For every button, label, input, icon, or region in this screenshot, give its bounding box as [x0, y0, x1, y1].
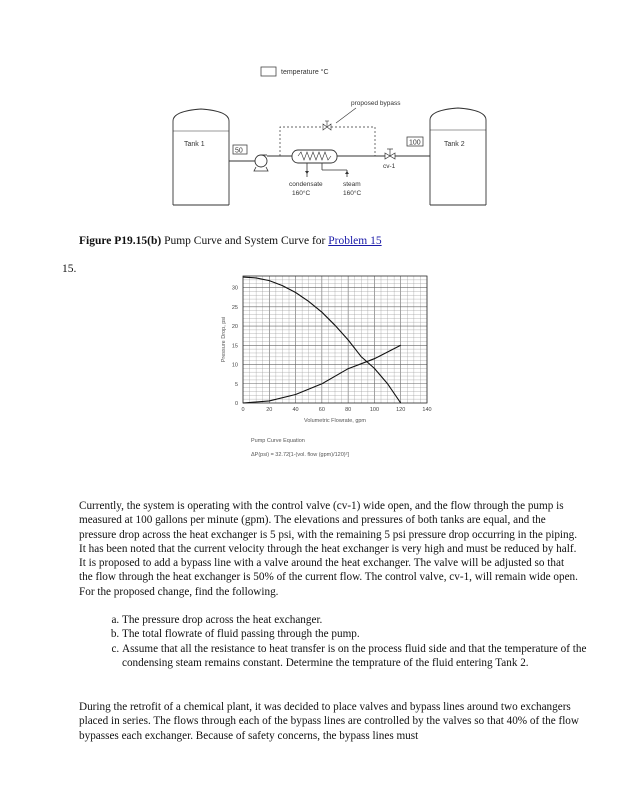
condensate-label: condensate [289, 181, 323, 188]
paragraph-2: During the retrofit of a chemical plant, it was decided to place valves and bypass lines around two exchangers placed in series. The flows through each of the bypass lines are controlled by the valves so that 40% of the flow bypasses each exchanger. Because of safety concerns, the bypass lines must [79, 701, 579, 742]
question-items [100, 613, 607, 670]
tank-2-label: Tank 2 [444, 141, 465, 148]
equation-text: ΔP(psi) = 32.72[1-(vol. flow (gpm)/120)²] [251, 452, 349, 458]
y-axis-label: Pressure Drop, psi [221, 316, 227, 363]
pump-icon [254, 155, 268, 171]
figure-label: Figure P19.15(b) [79, 235, 162, 247]
x-tick-label: 100 [369, 407, 380, 413]
equation-title: Pump Curve Equation [251, 438, 305, 444]
y-tick-label: 5 [234, 381, 238, 388]
y-tick-label: 10 [231, 362, 238, 369]
pump-system-chart [215, 268, 460, 464]
x-tick-label: 40 [292, 407, 299, 413]
condensate-temp: 160°C [292, 190, 311, 197]
y-tick-label: 20 [231, 324, 238, 331]
list-item: a. The pressure drop across the heat exchanger. [122, 613, 607, 627]
x-tick-label: 0 [241, 407, 245, 413]
y-tick-label: 30 [231, 285, 238, 292]
x-tick-label: 20 [266, 407, 273, 413]
proposed-bypass-label: proposed bypass [351, 100, 401, 107]
x-tick-label: 120 [396, 407, 406, 413]
problem-link[interactable]: Problem 15 [328, 235, 382, 247]
steam-temp: 160°C [343, 190, 362, 197]
legend-temperature-label: temperature °C [281, 69, 329, 76]
tank-1-temp: 50 [235, 147, 243, 155]
tank-2 [430, 108, 486, 205]
legend-temperature-box [261, 67, 276, 76]
chart-grid [243, 276, 427, 403]
control-valve-icon [385, 149, 395, 159]
heat-exchanger-icon [292, 150, 349, 177]
figure-caption [79, 235, 382, 247]
y-tick-label: 25 [231, 304, 238, 311]
tank-1 [173, 109, 229, 205]
y-tick-label: 0 [234, 401, 238, 407]
x-tick-label: 140 [422, 407, 432, 413]
steam-label: steam [343, 181, 361, 188]
paragraph-1: Currently, the system is operating with the control valve (cv-1) wide open, and the flow through the pump is measured at 100 gallons per minute (gpm). The elevations and pressures of both tanks are equal, and the pressure drop across the heat exchanger is 5 psi, with the remaining 5 psi pressure drop occurring in the piping. It has been noted that the current velocity through the heat exchanger is very high and must be reduced by half. It is proposed to add a bypass line with a valve around the heat exchanger. The valve will be adjusted so that the flow through the heat exchanger is 50% of the current flow. The control valve, cv-1, will remain wide open. For the proposed change, find the following. [79, 500, 578, 598]
tank-1-label: Tank 1 [184, 141, 205, 148]
tank-2-temp: 100 [409, 139, 421, 147]
list-item: b. The total flowrate of fluid passing through the pump. [122, 627, 607, 641]
proposed-bypass-line [280, 108, 375, 156]
process-flow-diagram [0, 0, 635, 215]
y-tick-label: 15 [231, 343, 238, 350]
valve-label: cv-1 [383, 163, 396, 170]
list-item: c. Assume that all the resistance to heat transfer is on the process fluid side and that the temperature of the condensing steam remains constant. Determine the temprature of the fluid entering Tank 2. [122, 642, 607, 671]
caption-text: Pump Curve and System Curve for [161, 235, 329, 247]
question-number: 15. [62, 263, 77, 275]
x-axis-label: Volumetric Flowrate, gpm [303, 418, 367, 424]
x-tick-label: 60 [318, 407, 325, 413]
x-tick-label: 80 [345, 407, 352, 413]
